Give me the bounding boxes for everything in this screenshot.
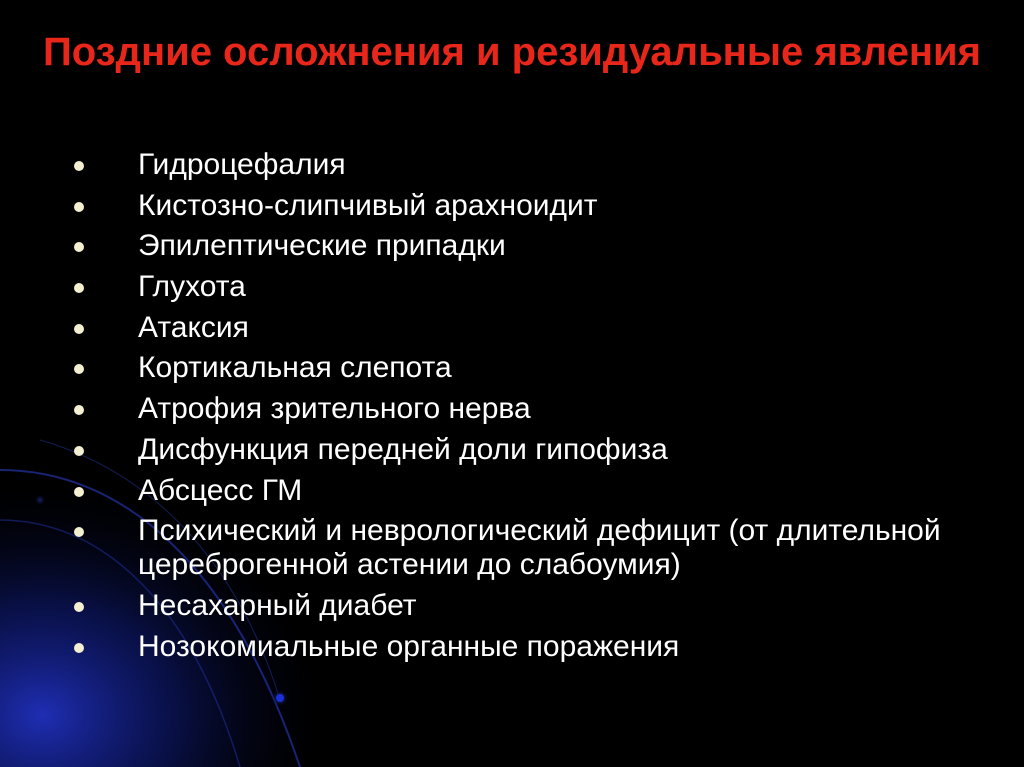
bullet-icon	[74, 364, 84, 374]
bullet-icon	[74, 643, 84, 653]
list-item	[66, 351, 996, 385]
list-item	[66, 433, 996, 467]
list-item	[66, 270, 996, 304]
list-item-text: Глухота	[138, 270, 246, 304]
list-item	[66, 514, 996, 582]
list-item-text: Нозокомиальные органные поражения	[138, 629, 680, 663]
list-item	[66, 229, 996, 263]
bullet-icon	[74, 242, 84, 252]
list-item-text: Несахарный диабет	[138, 588, 417, 622]
bullet-icon	[74, 324, 84, 334]
list-item-text: Эпилептические припадки	[138, 229, 506, 263]
list-item-text: Абсцесс ГМ	[138, 473, 303, 507]
list-item	[66, 630, 996, 664]
slide-title: Поздние осложнения и резидуальные явления	[43, 30, 981, 74]
list-item-text: Кортикальная слепота	[138, 351, 452, 385]
list-item	[66, 148, 996, 182]
bullet-icon	[74, 527, 84, 537]
bullet-icon	[74, 405, 84, 415]
bullet-list	[66, 148, 996, 670]
bullet-icon	[74, 161, 84, 171]
bullet-icon	[74, 602, 84, 612]
list-item-text: Атрофия зрительного нерва	[138, 392, 531, 426]
list-item	[66, 189, 996, 223]
bullet-icon	[74, 283, 84, 293]
list-item	[66, 392, 996, 426]
list-item	[66, 311, 996, 345]
bullet-icon	[74, 487, 84, 497]
list-item-text: Гидроцефалия	[138, 148, 346, 181]
list-item-text: Психический и неврологический дефицит (от длительной цереброгенной астении до слабоумия)	[138, 514, 941, 582]
list-item-text: Дисфункция передней доли гипофиза	[138, 432, 668, 466]
list-item	[66, 589, 996, 623]
list-item-text: Кистозно-слипчивый арахноидит	[138, 188, 598, 222]
bullet-icon	[74, 446, 84, 456]
bullet-icon	[74, 202, 84, 212]
list-item-text: Атаксия	[138, 310, 249, 344]
list-item	[66, 474, 996, 508]
